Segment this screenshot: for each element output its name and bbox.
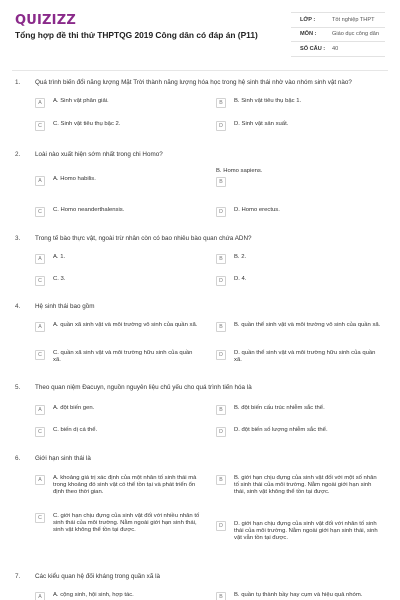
option-text: D. giới hạn chịu đựng của sinh vật đối với nhân tố sinh thái của môi trường. Nằm ngoài giới hạn sinh thái, sinh vật vẫn tồn tại được.	[234, 521, 378, 542]
option-text: D. đột biến số lượng nhiễm sắc thể.	[234, 427, 328, 433]
option-letter: D	[216, 207, 226, 217]
question-text: Giới hạn sinh thái là	[35, 455, 91, 462]
question-text: Các kiểu quan hệ đối kháng trong quần xã là	[35, 573, 160, 580]
option-d[interactable]	[216, 207, 280, 217]
option-letter: C	[35, 427, 45, 437]
option-b[interactable]	[216, 254, 246, 264]
option-text: B. quần tụ thành bầy hay cụm và hiệu quả nhóm.	[234, 592, 363, 598]
option-text: A. khoảng giá trị xác định của một nhân tố sinh thái mà trong khoảng đó sinh vật có thể tồn tại và phát triển ổn định theo thời gian.	[53, 475, 197, 496]
option-text: A. cộng sinh, hội sinh, hợp tác.	[53, 592, 134, 598]
option-text: D. quần thể sinh vật và môi trường hữu sinh của quần xã.	[234, 350, 376, 364]
option-letter: B	[216, 405, 226, 415]
option-text: D. Sinh vật sản xuất.	[234, 121, 289, 127]
option-letter: B	[216, 475, 226, 485]
header-divider	[12, 70, 388, 71]
meta-value: Tốt nghiệp THPT	[332, 16, 375, 23]
option-d[interactable]	[216, 521, 381, 543]
option-text: B. giới hạn chịu đựng của sinh vật đối với một số nhân tố sinh thái của môi trường. Nằm ngoài giới hạn sinh thái, sinh vật không thể tồn tại được.	[234, 475, 377, 496]
question-text: Trong tế bào thực vật, ngoài trừ nhân còn có bao nhiêu bào quan chứa ADN?	[35, 235, 252, 242]
question-text: Theo quan niệm Đacuyn, nguồn nguyên liệu chủ yếu cho quá trình tiến hóa là	[35, 384, 252, 391]
meta-value: 40	[332, 45, 339, 52]
meta-key: MÔN :	[300, 31, 317, 38]
option-d[interactable]	[216, 427, 328, 437]
option-letter: A	[35, 322, 45, 332]
question-text: Loài nào xuất hiện sớm nhất trong chi Homo?	[35, 151, 163, 158]
option-letter: A	[35, 405, 45, 415]
option-text: C. 3.	[53, 276, 66, 282]
option-letter: A	[35, 254, 45, 264]
option-text: B. Homo sapiens.	[216, 168, 263, 174]
option-letter: B	[216, 322, 226, 332]
option-b[interactable]	[216, 475, 381, 497]
option-c[interactable]	[35, 427, 97, 437]
question-text: Hệ sinh thái bao gồm	[35, 303, 95, 310]
option-d[interactable]	[216, 276, 246, 286]
option-b[interactable]	[216, 168, 263, 187]
meta-key: LỚP :	[300, 16, 316, 23]
option-letter: C	[35, 207, 45, 217]
option-text: D. 4.	[234, 276, 247, 282]
option-c[interactable]	[35, 207, 124, 217]
option-letter: B	[216, 177, 226, 187]
option-d[interactable]	[216, 121, 288, 131]
option-text: A. Sinh vật phân giải.	[53, 98, 109, 104]
meta-table	[291, 12, 385, 57]
meta-row-class	[291, 13, 385, 28]
question-number: 5.	[15, 384, 21, 391]
option-c[interactable]	[35, 121, 120, 131]
option-letter: B	[216, 98, 226, 108]
option-text: D. Homo erectus.	[234, 207, 280, 213]
option-text: C. quần xã sinh vật và môi trường hữu sinh của quần xã.	[53, 350, 193, 364]
option-d[interactable]	[216, 350, 381, 364]
option-letter: B	[216, 254, 226, 264]
quizizz-logo: QUIZIZZ	[15, 13, 76, 28]
option-text: A. đột biến gen.	[53, 405, 95, 411]
option-a[interactable]	[35, 592, 134, 600]
option-text: B. đột biến cấu trúc nhiễm sắc thể.	[234, 405, 325, 411]
option-text: A. 1.	[53, 254, 66, 260]
question-number: 6.	[15, 455, 21, 462]
option-letter: D	[216, 350, 226, 360]
document-title: Tổng hợp đề thi thử THPTQG 2019 Công dân có đáp án (P11)	[15, 30, 258, 40]
option-text: B. Sinh vật tiêu thụ bậc 1.	[234, 98, 302, 104]
option-a[interactable]	[35, 405, 94, 415]
option-text: C. Homo neanderthalensis.	[53, 207, 125, 213]
question-number: 2.	[15, 151, 21, 158]
option-b[interactable]	[216, 322, 381, 332]
option-letter: D	[216, 276, 226, 286]
meta-value: Giáo dục công dân	[332, 31, 379, 38]
option-letter: A	[35, 176, 45, 186]
option-letter: D	[216, 521, 226, 531]
option-c[interactable]	[35, 513, 200, 535]
option-letter: A	[35, 592, 45, 600]
option-text: C. Sinh vật tiêu thụ bậc 2.	[53, 121, 121, 127]
question-number: 3.	[15, 235, 21, 242]
option-text: A. Homo habilis.	[53, 176, 96, 182]
option-text: C. biến dị cá thể.	[53, 427, 98, 433]
option-letter: C	[35, 276, 45, 286]
option-letter: C	[35, 121, 45, 131]
option-text: C. giới hạn chịu đựng của sinh vật đối với nhiều nhân tố sinh thái của môi trường. Nằm ngoài giới hạn sinh thái, sinh vật không thể tồn tại được.	[53, 513, 200, 534]
option-letter: C	[35, 350, 45, 360]
question-number: 7.	[15, 573, 21, 580]
option-a[interactable]	[35, 254, 65, 264]
option-letter: D	[216, 121, 226, 131]
option-b[interactable]	[216, 592, 362, 600]
option-letter: A	[35, 98, 45, 108]
meta-row-subject	[291, 28, 385, 43]
meta-key: SỐ CÂU :	[300, 45, 326, 52]
option-a[interactable]	[35, 475, 200, 497]
option-text: B. quần thể sinh vật và môi trường vô sinh của quần xã.	[234, 322, 381, 328]
option-a[interactable]	[35, 322, 200, 332]
option-a[interactable]	[35, 98, 109, 108]
question-text: Quá trình biến đổi năng lượng Mặt Trời thành năng lượng hóa học trong hệ sinh thái nhờ vào nhóm sinh vật nào?	[35, 79, 352, 86]
option-letter: A	[35, 475, 45, 485]
option-letter: D	[216, 427, 226, 437]
option-letter: C	[35, 513, 45, 523]
option-text: B. 2.	[234, 254, 247, 260]
option-a[interactable]	[35, 176, 96, 186]
option-b[interactable]	[216, 405, 325, 415]
question-number: 4.	[15, 303, 21, 310]
option-c[interactable]	[35, 276, 65, 286]
meta-row-count	[291, 42, 385, 57]
option-letter: B	[216, 592, 226, 600]
option-text: A. quần xã sinh vật và môi trường vô sinh của quần xã.	[53, 322, 198, 328]
option-c[interactable]	[35, 350, 200, 364]
question-number: 1.	[15, 79, 21, 86]
worksheet-header	[0, 0, 400, 62]
option-b[interactable]	[216, 98, 301, 108]
